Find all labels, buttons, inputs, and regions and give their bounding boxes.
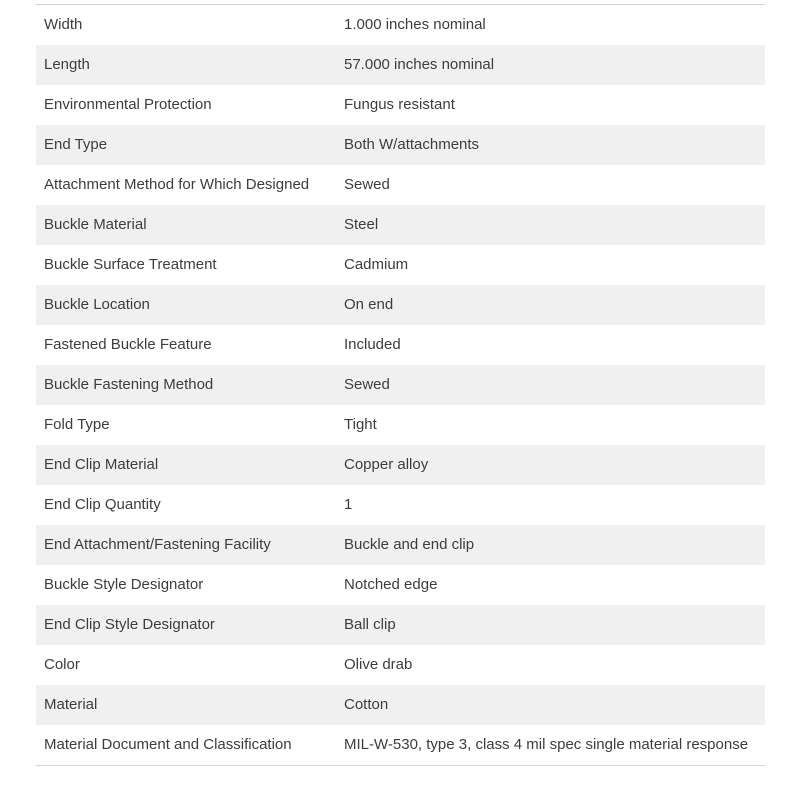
table-row (36, 205, 765, 245)
spec-label: Material Document and Classification (44, 736, 292, 753)
spec-value: Tight (344, 416, 377, 433)
spec-value: Cotton (344, 696, 389, 713)
spec-value: Fungus resistant (344, 96, 455, 113)
spec-value: Olive drab (344, 656, 413, 673)
table-row (36, 125, 765, 165)
table-row (36, 45, 765, 85)
spec-label: Buckle Fastening Method (44, 376, 214, 393)
spec-label: Color (44, 656, 80, 673)
spec-label: Fastened Buckle Feature (44, 336, 212, 353)
spec-label: End Clip Material (44, 456, 159, 473)
spec-label: End Type (44, 136, 108, 153)
spec-label: Length (44, 56, 90, 73)
table-row (36, 325, 765, 365)
table-row (36, 565, 765, 605)
spec-value: Steel (344, 216, 379, 233)
spec-value: Notched edge (344, 576, 438, 593)
spec-label: Attachment Method for Which Designed (44, 176, 310, 193)
table-row (36, 285, 765, 325)
spec-value: 1 (344, 496, 353, 513)
spec-value: Cadmium (344, 256, 409, 273)
spec-value: MIL-W-530, type 3, class 4 mil spec single material response (344, 736, 749, 753)
spec-label: Buckle Location (44, 296, 150, 313)
spec-label: Material (44, 696, 98, 713)
spec-label: Fold Type (44, 416, 110, 433)
table-row (36, 405, 765, 445)
spec-value: On end (344, 296, 394, 313)
spec-table (36, 4, 765, 766)
spec-value: Buckle and end clip (344, 536, 475, 553)
spec-label: Buckle Surface Treatment (44, 256, 217, 273)
spec-value: 1.000 inches nominal (344, 16, 486, 33)
table-row (36, 5, 765, 45)
spec-label: Buckle Material (44, 216, 147, 233)
table-row (36, 645, 765, 685)
table-row (36, 165, 765, 205)
spec-value: Included (344, 336, 401, 353)
table-row (36, 245, 765, 285)
table-row (36, 485, 765, 525)
table-row (36, 445, 765, 485)
spec-label: Buckle Style Designator (44, 576, 204, 593)
table-row (36, 605, 765, 645)
spec-value: Ball clip (344, 616, 396, 633)
spec-value: Both W/attachments (344, 136, 480, 153)
spec-label: Width (44, 16, 83, 33)
table-row (36, 85, 765, 125)
table-row (36, 525, 765, 565)
spec-label: Environmental Protection (44, 96, 212, 113)
table-row (36, 685, 765, 725)
spec-value: Sewed (344, 176, 390, 193)
spec-value: Sewed (344, 376, 390, 393)
spec-value: Copper alloy (344, 456, 429, 473)
spec-value: 57.000 inches nominal (344, 56, 495, 73)
table-row (36, 725, 765, 765)
spec-label: End Clip Style Designator (44, 616, 215, 633)
spec-label: End Attachment/Fastening Facility (44, 536, 271, 553)
spec-label: End Clip Quantity (44, 496, 161, 513)
table-row (36, 365, 765, 405)
